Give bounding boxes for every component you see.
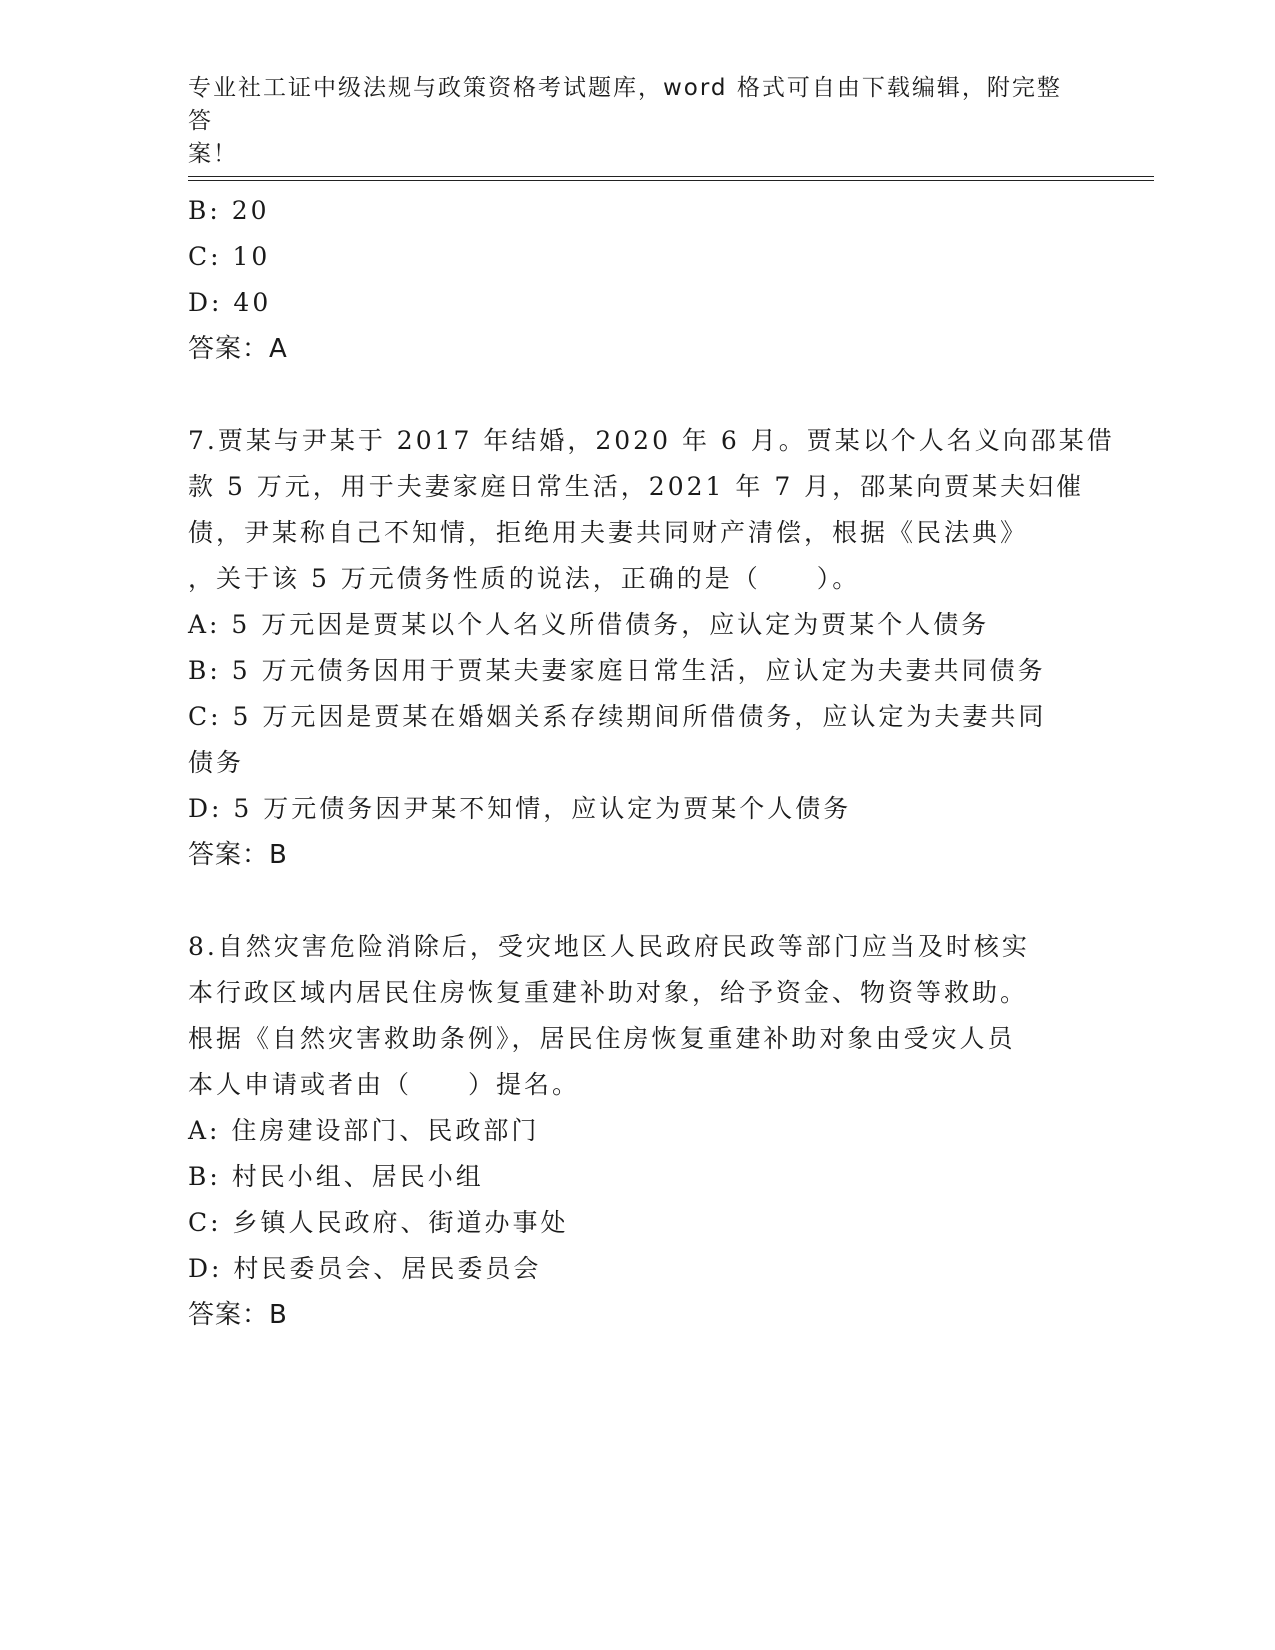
option-d: D: 村民委员会、居民委员会 (188, 1254, 542, 1283)
document-header (188, 72, 1068, 171)
header-divider (188, 176, 1154, 181)
option-c: C: 5 万元因是贾某在婚姻关系存续期间所借债务，应认定为夫妻共同 (188, 702, 1047, 731)
option-a: A: 住房建设部门、民政部门 (188, 1116, 540, 1145)
option-c: C: 10 (188, 242, 271, 271)
question-content (188, 188, 1115, 1338)
question-stem-line: 本人申请或者由（ ）提名。 (188, 1070, 581, 1099)
header-line-2: 案！ (188, 141, 238, 167)
option-a: A: 5 万元因是贾某以个人名义所借债务，应认定为贾某个人债务 (188, 610, 990, 639)
option-b: B: 村民小组、居民小组 (188, 1162, 484, 1191)
question-stem-line: 债，尹某称自己不知情，拒绝用夫妻共同财产清偿，根据《民法典》 (188, 518, 1029, 547)
previous-question (188, 188, 1088, 372)
question-stem-line: ，关于该 5 万元债务性质的说法，正确的是（ ）。 (188, 564, 861, 593)
answer-label: 答案：B (188, 840, 288, 870)
question-stem-line: 8.自然灾害危险消除后，受灾地区人民政府民政等部门应当及时核实 (188, 932, 1030, 961)
answer-label: 答案：B (188, 1300, 288, 1330)
option-d: D: 5 万元债务因尹某不知情，应认定为贾某个人债务 (188, 794, 852, 823)
option-c: C: 乡镇人民政府、街道办事处 (188, 1208, 569, 1237)
question-stem-line: 7.贾某与尹某于 2017 年结婚，2020 年 6 月。贾某以个人名义向邵某借 (188, 426, 1115, 455)
question-stem-line: 本行政区域内居民住房恢复重建补助对象，给予资金、物资等救助。 (188, 978, 1029, 1007)
spacer (188, 372, 1088, 418)
option-c-continued: 债务 (188, 748, 245, 777)
question-8 (188, 924, 1088, 1338)
answer-label: 答案：A (188, 334, 288, 364)
option-d: D: 40 (188, 288, 272, 317)
spacer (188, 878, 1088, 924)
header-line-1: 专业社工证中级法规与政策资格考试题库，word 格式可自由下载编辑，附完整答 (188, 75, 1062, 134)
question-stem-line: 款 5 万元，用于夫妻家庭日常生活，2021 年 7 月，邵某向贾某夫妇催 (188, 472, 1085, 501)
option-b: B: 20 (188, 196, 270, 225)
option-b: B: 5 万元债务因用于贾某夫妻家庭日常生活，应认定为夫妻共同债务 (188, 656, 1046, 685)
question-stem-line: 根据《自然灾害救助条例》，居民住房恢复重建补助对象由受灾人员 (188, 1024, 1016, 1053)
question-7 (188, 418, 1115, 878)
